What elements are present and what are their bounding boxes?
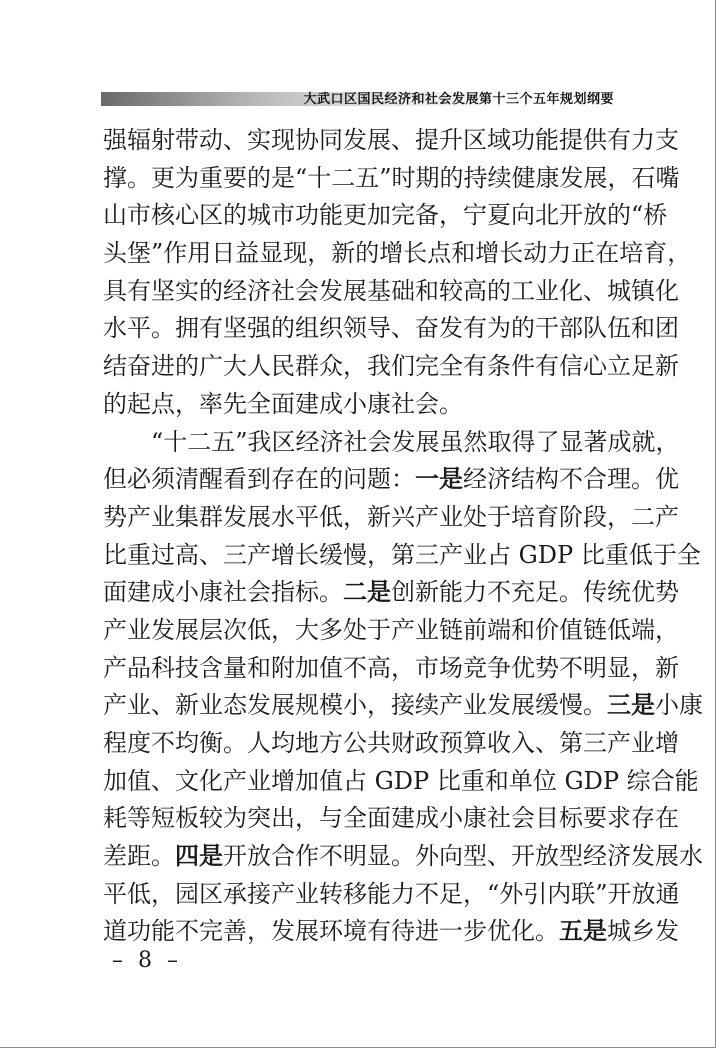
text-line: 结奋进的广大人民群众，我们完全有条件有信心立足新 <box>103 352 679 381</box>
running-header-title: 大武口区国民经济和社会发展第十三个五年规划纲要 <box>303 92 614 107</box>
text-line: 具有坚实的经济社会发展基础和较高的工业化、城镇化 <box>103 276 679 305</box>
text-run: 创新能力不充足。传统优势 <box>391 578 679 607</box>
text-line: 水平。拥有坚强的组织领导、奋发有为的干部队伍和团 <box>103 314 679 343</box>
text-run: 面建成小康社会指标。 <box>103 578 343 607</box>
text-line: 产品科技含量和附加值不高，市场竞争优势不明显，新 <box>103 653 679 682</box>
text-run: 差距。 <box>103 842 175 871</box>
text-line <box>103 913 679 951</box>
text-line <box>103 838 703 876</box>
text-line <box>103 687 703 725</box>
text-run: 道功能不完善，发展环境有待进一步优化。 <box>103 917 559 946</box>
bold-marker: 一是 <box>415 465 463 494</box>
text-line: 的起点，率先全面建成小康社会。 <box>103 389 463 418</box>
text-run: 开放合作不明显。外向型、开放型经济发展水 <box>223 842 703 871</box>
text-line: 程度不均衡。人均地方公共财政预算收入、第三产业增 <box>103 729 679 757</box>
text-line: 强辐射带动、实现协同发展、提升区域功能提供有力支 <box>103 126 679 154</box>
bold-marker: 五是 <box>559 917 607 946</box>
text-line: 加值、文化产业增加值占 GDP 比重和单位 GDP 综合能 <box>103 766 699 795</box>
text-line: 撑。更为重要的是“十二五”时期的持续健康发展，石嘴 <box>103 163 680 192</box>
bold-marker: 四是 <box>175 842 223 871</box>
bold-marker: 三是 <box>607 691 655 720</box>
text-run: 经济结构不合理。优 <box>463 465 679 494</box>
text-line: 势产业集群发展水平低，新兴产业处于培育阶段，二产 <box>103 502 679 531</box>
text-line: 平低，园区承接产业转移能力不足，“外引内联”开放通 <box>103 879 680 908</box>
text-run: 城乡发 <box>607 917 679 946</box>
text-line: 产业发展层次低，大多处于产业链前端和价值链低端， <box>103 615 679 644</box>
page-number: – 8 – <box>112 948 182 973</box>
text-run: 小康 <box>655 691 703 720</box>
bold-marker: 二是 <box>343 578 391 607</box>
text-line: 山市核心区的城市功能更加完备，宁夏向北开放的“桥 <box>103 201 668 230</box>
text-line: “十二五”我区经济社会发展虽然取得了显著成就， <box>151 427 680 456</box>
text-line: 头堡”作用日益显现，新的增长点和增长动力正在培育， <box>103 239 692 268</box>
text-line: 比重过高、三产增长缓慢，第三产业占 GDP 比重低于全 <box>103 540 701 569</box>
text-line <box>103 574 679 612</box>
text-line <box>103 461 679 499</box>
text-run: 产业、新业态发展规模小，接续产业发展缓慢。 <box>103 691 607 720</box>
body-text <box>103 122 703 951</box>
text-line: 耗等短板较为突出，与全面建成小康社会目标要求存在 <box>103 804 679 833</box>
text-run: 但必须清醒看到存在的问题： <box>103 465 415 494</box>
